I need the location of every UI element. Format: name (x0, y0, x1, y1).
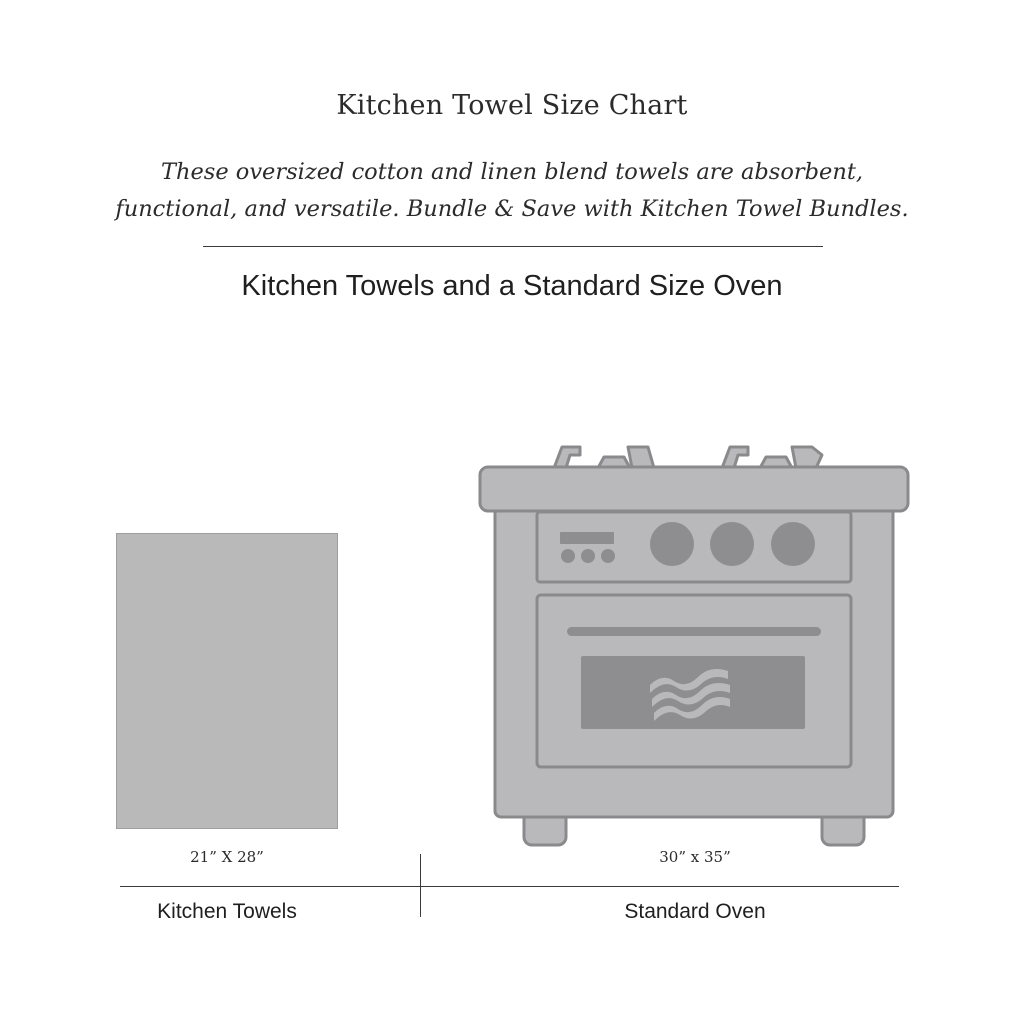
knob-icon (771, 522, 815, 566)
description-line-1: These oversized cotton and linen blend towels are absorbent, (160, 159, 864, 185)
cooktop (480, 467, 908, 511)
chart-title: Kitchen Towel Size Chart (336, 90, 688, 121)
knob-icon (650, 522, 694, 566)
towel-dimensions: 21” X 28” (190, 848, 264, 866)
oven-label: Standard Oven (624, 900, 766, 923)
display-icon (560, 532, 614, 544)
button-icon (581, 549, 595, 563)
towel-label: Kitchen Towels (157, 900, 297, 923)
section-heading: Kitchen Towels and a Standard Size Oven (241, 270, 783, 302)
oven-icon (470, 435, 920, 855)
header-divider (203, 246, 823, 247)
column-divider (420, 854, 421, 917)
oven-dimensions: 30” x 35” (659, 848, 731, 866)
description (0, 154, 1024, 228)
towel-icon (116, 533, 338, 829)
button-icon (561, 549, 575, 563)
knob-icon (710, 522, 754, 566)
grate-icon (628, 447, 654, 468)
button-icon (601, 549, 615, 563)
grate-icon (722, 447, 748, 468)
door-handle (567, 627, 821, 636)
description-line-2: functional, and versatile. Bundle & Save with Kitchen Towel Bundles. (115, 196, 909, 222)
grate-icon (792, 447, 822, 468)
baseline-divider (120, 886, 899, 887)
grate-icon (554, 447, 580, 468)
